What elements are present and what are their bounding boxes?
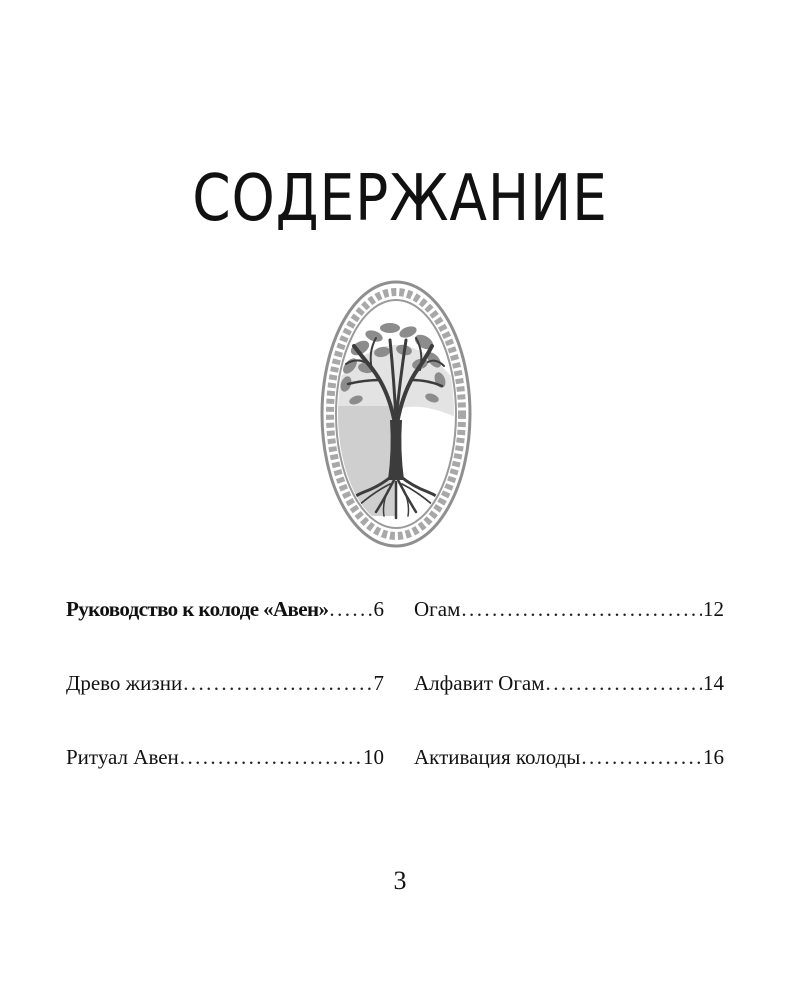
toc-entry-page: 7: [373, 671, 384, 695]
toc-entry-title: Алфавит Огам: [414, 671, 545, 695]
toc-entry-title: Активация колоды: [414, 745, 581, 769]
toc-leader-dots: [461, 597, 702, 622]
toc-entry-title: Огам: [414, 597, 461, 621]
toc-entry-guide[interactable]: [66, 597, 384, 637]
toc-entry-title: Ритуал Авен: [66, 745, 179, 769]
toc-entry-page: 10: [363, 745, 384, 769]
toc-entry-title: Руководство к колоде «Авен»: [66, 597, 329, 621]
toc-entry-ogham[interactable]: [414, 597, 724, 637]
toc-entry-tree-of-life[interactable]: [66, 671, 384, 711]
page-title: СОДЕРЖАНИЕ: [192, 162, 608, 236]
toc-entry-title: Древо жизни: [66, 671, 183, 695]
tree-of-life-icon: [320, 280, 472, 548]
toc-entry-ritual[interactable]: [66, 745, 384, 785]
toc-leader-dots: [180, 745, 362, 770]
toc-leader-dots: [183, 671, 372, 696]
toc-leader-dots: [329, 597, 372, 622]
toc-leader-dots: [546, 671, 702, 696]
toc-entry-ogham-alphabet[interactable]: [414, 671, 724, 711]
toc-entry-page: 6: [373, 597, 384, 621]
toc-entry-page: 14: [703, 671, 724, 695]
toc-leader-dots: [581, 745, 702, 770]
page-number: 3: [393, 866, 407, 895]
toc-entry-deck-activation[interactable]: [414, 745, 724, 785]
toc-entry-page: 12: [703, 597, 724, 621]
toc-entry-page: 16: [703, 745, 724, 769]
